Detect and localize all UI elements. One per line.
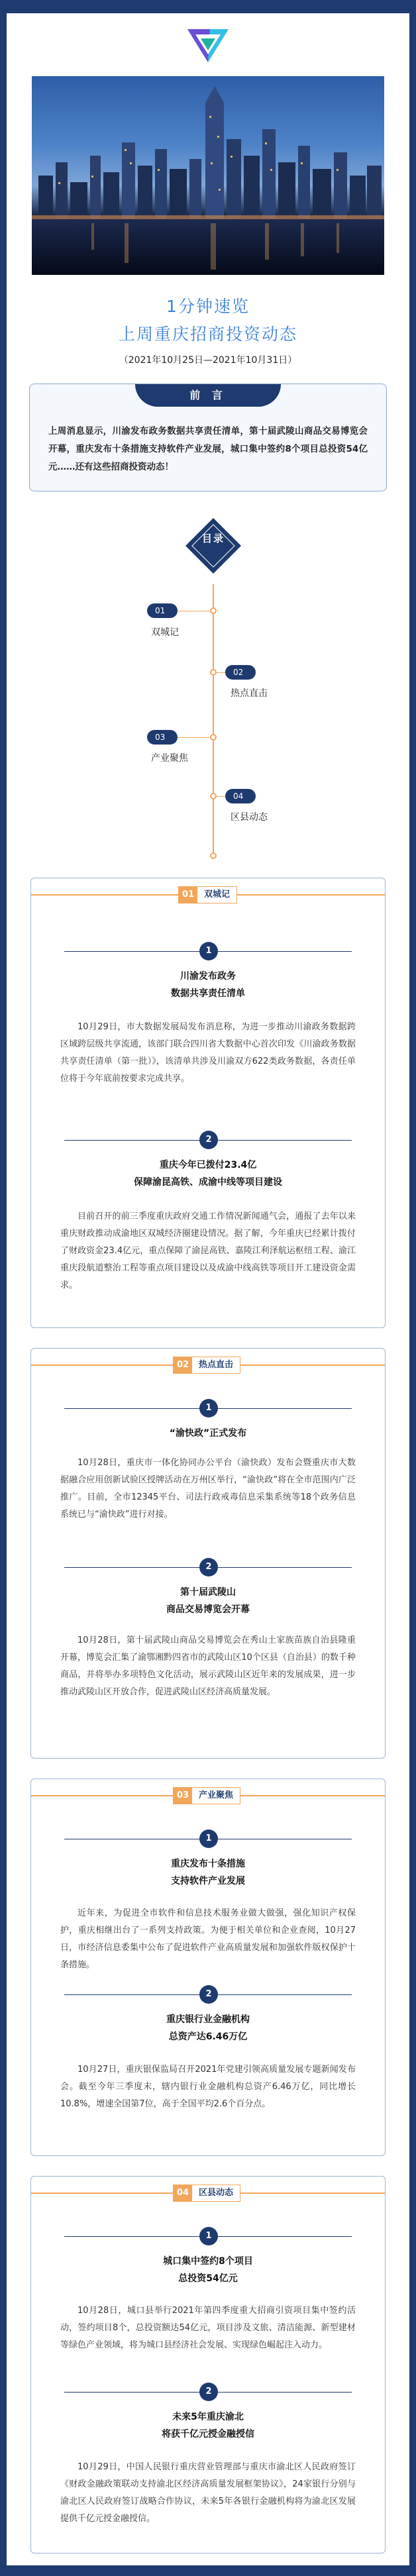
section-number: 01 xyxy=(179,887,197,903)
item-number: 2 xyxy=(199,1558,218,1576)
toc-dot xyxy=(210,669,217,676)
item-text: 10月28日，第十届武陵山商品交易博览会在秀山土家族苗族自治县隆重开幕，博览会汇集了渝鄂湘黔四省市的武陵山区10个区县（自治县）的数千种商品，并将举办多项特色文化活动，展示武陵山区近年来的发展成果，进一步推动武陵山区开放合作，促进武陵山区经济高质量发展。 xyxy=(60,1635,356,1697)
item-title: 总投资54亿元 xyxy=(178,2273,238,2284)
city-skyline-image xyxy=(32,76,384,275)
top-bar xyxy=(7,0,409,13)
item-title: 重庆银行业金融机构 xyxy=(166,2014,250,2025)
toc-dot xyxy=(210,793,217,799)
toc-item-chanye[interactable]: 产业聚焦 xyxy=(151,753,188,764)
preface-tab: 前 言 xyxy=(135,384,281,407)
item-text: 10月28日，重庆市一体化协同办公平台（渝快政）发布会暨重庆市大数据融合应用创新试验区授牌活动在万州区举行，“渝快政”将在全市范围内广泛推广。目前，全市12345平台、司法行政戒毒信息采集系统等18个政务信息系统已与“渝快政”进行对接。 xyxy=(60,1458,356,1520)
item-number: 1 xyxy=(199,942,218,960)
section-header xyxy=(31,1357,385,1374)
section-title: 热点直击 xyxy=(199,1360,234,1370)
toc-dot xyxy=(210,734,217,741)
section-number: 02 xyxy=(174,1357,192,1373)
item-title: 重庆发布十条措施 xyxy=(171,1859,245,1869)
item-title: 保障渝昆高铁、成渝中线等项目建设 xyxy=(134,1177,282,1188)
preface-text: 上周消息显示，川渝发布政务数据共享责任清单，第十届武陵山商品交易博览会开幕，重庆发布十条措施支持软件产业发展，城口集中签约8个项目总投资54亿元……还有这些招商投资动态！ xyxy=(48,426,368,472)
section-redian xyxy=(30,1348,386,1759)
item-title: 支持软件产业发展 xyxy=(171,1876,245,1886)
item-number: 1 xyxy=(199,1829,218,1848)
section-number: 04 xyxy=(174,2185,192,2201)
toc-dot-end xyxy=(210,852,217,859)
section-header xyxy=(31,886,385,903)
toc-item-number: 03 xyxy=(147,730,178,745)
preface-box xyxy=(29,384,387,491)
item-number: 1 xyxy=(199,1399,218,1417)
item-title: 数据共享责任清单 xyxy=(171,988,245,999)
section-header xyxy=(31,1787,385,1804)
section-shuangchengji xyxy=(30,878,386,1328)
item-number: 1 xyxy=(199,2227,218,2245)
section-header xyxy=(31,2185,385,2202)
item-text: 近年来，为促进全市软件和信息技术服务业做大做强，强化知识产权保护，重庆相继出台了一系列支持政策。为便于相关单位和企业查阅，10月27日，市经济信息委集中公布了促进软件产业高质量发展和加强软件版权保护十条措施。 xyxy=(60,1908,356,1970)
toc-timeline xyxy=(213,584,214,859)
toc-item-redian[interactable]: 热点直击 xyxy=(231,688,268,699)
item-title: 将获千亿元授金融授信 xyxy=(162,2429,254,2440)
item-title: 第十届武陵山 xyxy=(180,1587,236,1598)
item-number: 2 xyxy=(199,1131,218,1149)
logo-icon xyxy=(185,25,231,65)
item-text: 目前召开的前三季度重庆政府交通工作情况新闻通气会，通报了去年以来重庆财政推动成渝地区双城经济圈建设情况。据了解，今年重庆已经累计拨付了财政资金23.4亿元，重点保障了渝昆高铁、嘉陵江利泽航运枢纽工程、渝江重庆段航道整治工程等重点项目建设以及成渝中线高铁等项目开工建设资金需求。 xyxy=(60,1211,356,1290)
item-text: 10月27日，重庆银保监局召开2021年党建引领高质量发展专题新闻发布会。截至今年三季度末，辖内银行业金融机构总资产6.46万亿，同比增长10.8%，增速全国第7位，高于全国平均2.6个百分点。 xyxy=(60,2065,356,2109)
page-title-line2: 上周重庆招商投资动态 xyxy=(118,325,297,344)
item-text: 10月28日，城口县举行2021年第四季度重大招商引资项目集中签约活动，签约项目8个，总投资额达54亿元，项目涉及文旅、清洁能源、新型建材等绿色产业领域，将为城口县经济社会发展、实现绿色崛起注入动力。 xyxy=(60,2306,356,2350)
toc-item-number: 01 xyxy=(147,603,178,618)
section-title: 产业聚焦 xyxy=(199,1790,234,1800)
logo-area xyxy=(7,13,409,76)
item-title: 商品交易博览会开幕 xyxy=(166,1604,250,1615)
bottom-bar xyxy=(7,2565,409,2576)
item-title: 未来5年重庆渝北 xyxy=(172,2412,244,2422)
section-number: 03 xyxy=(174,1788,192,1804)
toc-label: 目录 xyxy=(201,533,225,544)
toc-dot xyxy=(210,607,217,614)
item-number: 2 xyxy=(199,2383,218,2401)
item-title: 重庆今年已拨付23.4亿 xyxy=(159,1160,257,1170)
date-range: （2021年10月25日—2021年10月31日） xyxy=(119,355,297,366)
section-title: 区县动态 xyxy=(199,2188,234,2198)
item-title: 城口集中签约8个项目 xyxy=(163,2256,253,2267)
page-title-line1: 1分钟速览 xyxy=(166,297,250,316)
table-of-contents xyxy=(7,511,409,882)
item-number: 2 xyxy=(199,1985,218,2004)
item-text: 10月29日，市大数据发展局发布消息称，为进一步推动川渝政务数据跨区域跨层级共享流通，该部门联合四川省大数据中心首次印发《川渝政务数据共享责任清单（第一批）》，该清单共涉及川渝双方622类政务数据，各责任单位将于今年底前按要求完成共享。 xyxy=(60,1022,356,1084)
section-quxian xyxy=(30,2176,386,2553)
section-chanye xyxy=(30,1778,386,2156)
toc-item-number: 04 xyxy=(225,789,256,803)
toc-item-shuangchengji[interactable]: 双城记 xyxy=(151,627,179,638)
item-title: 川渝发布政务 xyxy=(180,971,236,982)
toc-diamond-icon xyxy=(184,517,242,575)
toc-item-quxian[interactable]: 区县动态 xyxy=(231,812,268,823)
toc-item-number: 02 xyxy=(225,665,256,680)
item-text: 10月29日，中国人民银行重庆营业管理部与重庆市渝北区人民政府签订《财政金融政策联动支持渝北区经济高质量发展框架协议》，24家银行分别与渝北区人民政府签订战略合作协议，未来5年各银行金融机构将为渝北区发展提供千亿元授金融授信。 xyxy=(60,2462,356,2524)
item-title: “渝快政”正式发布 xyxy=(169,1428,247,1439)
section-title: 双城记 xyxy=(204,890,231,900)
item-title: 总资产达6.46万亿 xyxy=(168,2032,248,2042)
